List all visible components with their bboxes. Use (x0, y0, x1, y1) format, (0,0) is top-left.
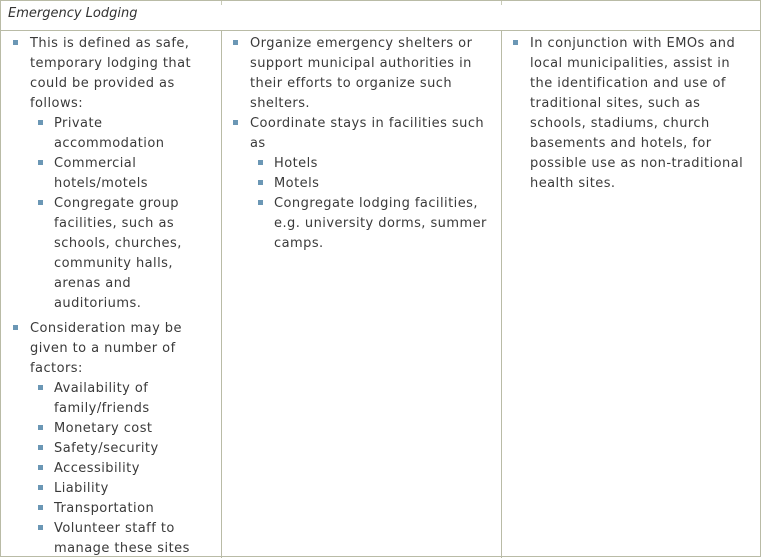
bullet-list (231, 34, 497, 254)
column-divider-top (501, 1, 502, 5)
sub-list-item-text: Liability (54, 481, 109, 496)
sub-list-item (30, 499, 217, 519)
sub-list-item-text: Monetary cost (54, 421, 153, 436)
list-item (231, 34, 497, 114)
sub-list-item-text: Safety/security (54, 441, 159, 456)
square-bullet-icon (38, 200, 43, 205)
table-header-row (1, 1, 760, 31)
list-item (11, 319, 217, 559)
sub-list-item-text: Commercial hotels/motels (54, 156, 148, 191)
square-bullet-icon (38, 465, 43, 470)
list-item-text: Coordinate stays in facilities such as (250, 116, 485, 151)
list-item-text: Organize emergency shelters or support municipal authorities in their efforts to organize such shelters. (250, 36, 473, 111)
square-bullet-icon (38, 505, 43, 510)
column-2 (231, 34, 497, 254)
bullet-list (511, 34, 756, 194)
sub-list-item (30, 459, 217, 479)
sub-list-item (250, 194, 497, 254)
sub-list-item-text: Motels (274, 176, 320, 191)
sub-list-item-text: Volunteer staff to manage these sites (54, 521, 190, 556)
sub-list-item (250, 154, 497, 174)
sub-list-item (30, 114, 217, 154)
column-1 (11, 34, 217, 559)
sub-list-item (30, 419, 217, 439)
table-title: Emergency Lodging (8, 6, 138, 21)
sub-list-item (30, 519, 217, 559)
list-item (11, 34, 217, 314)
sub-list-item-text: Congregate lodging facilities, e.g. university dorms, summer camps. (274, 196, 487, 251)
column-3 (511, 34, 756, 194)
sub-list (250, 154, 497, 254)
square-bullet-icon (38, 160, 43, 165)
bullet-list (11, 34, 217, 559)
square-bullet-icon (233, 40, 238, 45)
list-item-text: This is defined as safe, temporary lodging that could be provided as follows: (30, 36, 192, 111)
column-divider (501, 31, 502, 558)
square-bullet-icon (38, 425, 43, 430)
list-item (231, 114, 497, 254)
square-bullet-icon (233, 120, 238, 125)
sub-list-item-text: Hotels (274, 156, 318, 171)
sub-list-item-text: Congregate group facilities, such as schools, churches, community halls, arenas and auditoriums. (54, 196, 182, 311)
sub-list-item-text: Private accommodation (54, 116, 165, 151)
sub-list-item (30, 194, 217, 314)
list-item-text: In conjunction with EMOs and local municipalities, assist in the identification and use of traditional sites, such as schools, stadiums, church basements and hotels, for possible use as non-traditional health sites. (530, 36, 744, 191)
sub-list-item-text: Transportation (54, 501, 155, 516)
sub-list-item (30, 479, 217, 499)
sub-list-item (30, 154, 217, 194)
square-bullet-icon (38, 385, 43, 390)
list-item (511, 34, 756, 194)
list-item-text: Consideration may be given to a number of factors: (30, 321, 182, 376)
square-bullet-icon (38, 445, 43, 450)
sub-list-item-text: Availability of family/friends (54, 381, 150, 416)
column-divider (221, 31, 222, 558)
square-bullet-icon (13, 325, 18, 330)
sub-list-item (30, 439, 217, 459)
square-bullet-icon (513, 40, 518, 45)
sub-list-item-text: Accessibility (54, 461, 140, 476)
sub-list-item (30, 379, 217, 419)
square-bullet-icon (38, 120, 43, 125)
square-bullet-icon (258, 180, 263, 185)
sub-list (30, 114, 217, 314)
column-divider-top (221, 1, 222, 5)
sub-list-item (250, 174, 497, 194)
square-bullet-icon (258, 200, 263, 205)
sub-list (30, 379, 217, 559)
square-bullet-icon (258, 160, 263, 165)
square-bullet-icon (38, 525, 43, 530)
square-bullet-icon (38, 485, 43, 490)
square-bullet-icon (13, 40, 18, 45)
